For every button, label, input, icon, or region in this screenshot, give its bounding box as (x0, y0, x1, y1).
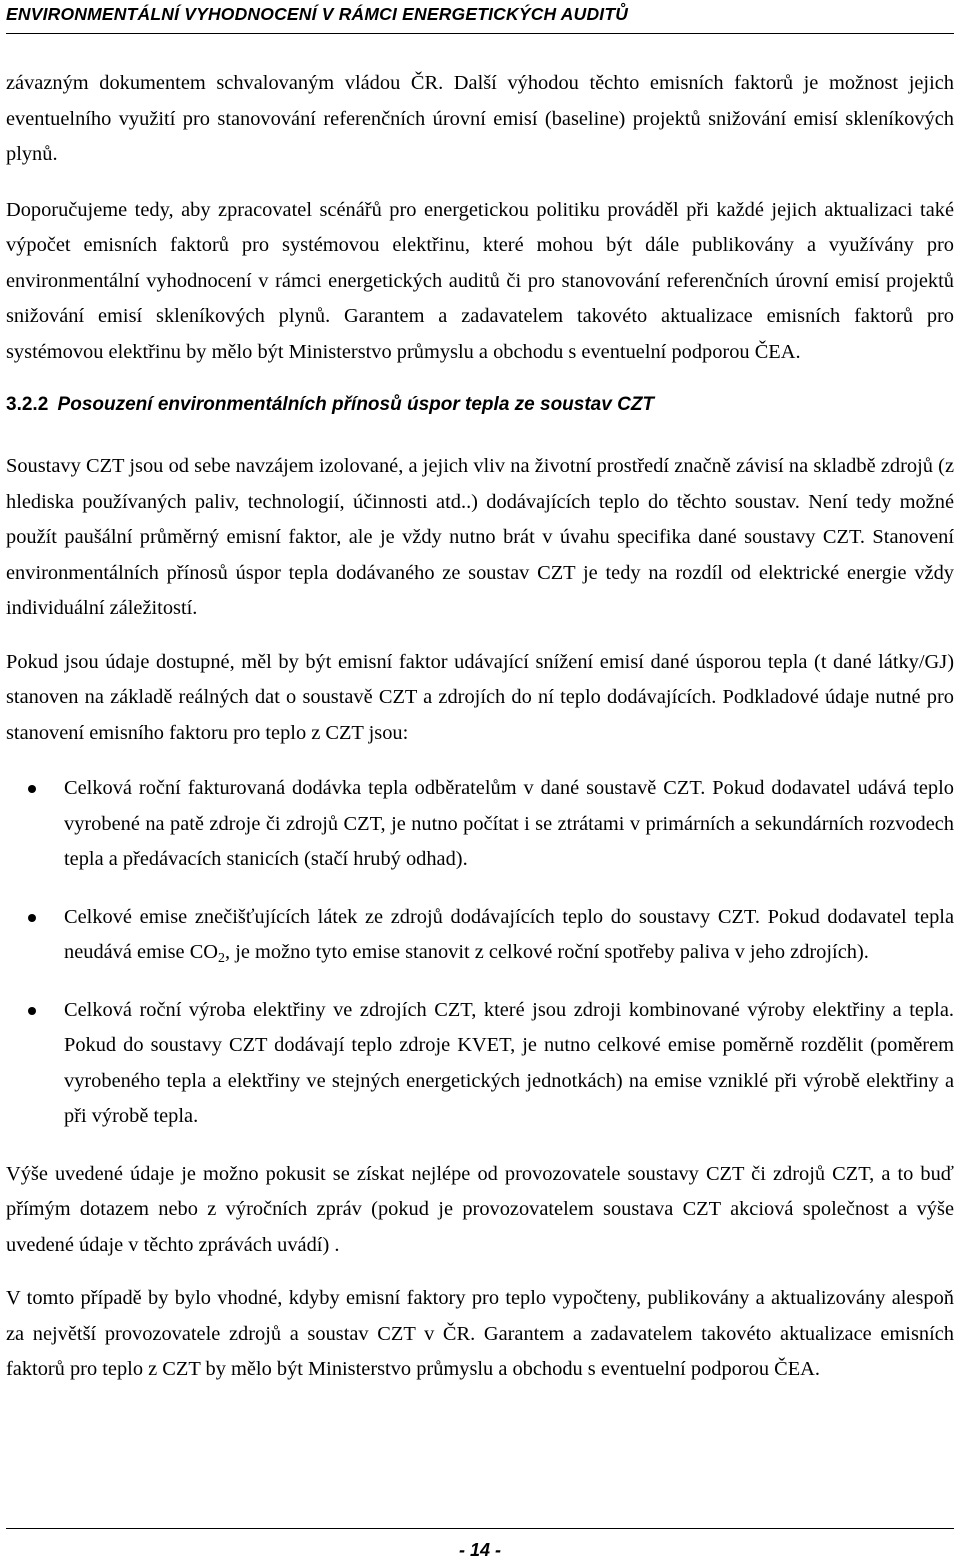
paragraph-6: V tomto případě by bylo vhodné, kdyby emisní faktory pro teplo vypočteny, publikovány a aktualizovány alespoň za největší provozovatele zdrojů a soustav CZT v ČR. Garantem a zadavatelem takovéto aktualizace emisních faktorů pro teplo z CZT by mělo být Ministerstvo průmyslu a obchodu s eventuelní podporou ČEA. (6, 1287, 954, 1380)
paragraph-1: závazným dokumentem schvalovaným vládou ČR. Další výhodou těchto emisních faktorů je možnost jejich eventuelního využití pro stanovování referenčních úrovní emisí (baseline) projektů snižování emisí skleníkových plynů. (6, 72, 954, 165)
page-number: - 14 - (458, 1540, 501, 1560)
section-number: 3.2.2 (6, 394, 49, 415)
paragraph-5: Výše uvedené údaje je možno pokusit se získat nejlépe od provozovatele soustavy CZT či zdrojů CZT, a to buď přímým dotazem nebo z výročních zpráv (pokud je provozovatelem soustava CZT akciová společnost a výše uvedené údaje v těchto zprávách uvádí) . (6, 1162, 954, 1256)
section-heading (6, 390, 954, 420)
subscript: 2 (218, 951, 226, 966)
list-item (6, 993, 954, 1135)
paragraph-2: Doporučujeme tedy, aby zpracovatel scénářů pro energetickou politiku prováděl při každé jejich aktualizaci také výpočet emisních faktorů pro systémovou elektřinu, které mohou být dále publikovány a využívány pro environmentální vyhodnocení v rámci energetických auditů či pro stanovování referenčních úrovní emisí projektů snižování emisí skleníkových plynů. Garantem a zadavatelem takovéto aktualizace emisních faktorů pro systémovou elektřinu by mělo být Ministerstvo průmyslu a obchodu s eventuelní podporou ČEA. (6, 198, 954, 363)
section-title: Posouzení environmentálních přínosů úspor tepla ze soustav CZT (57, 394, 655, 415)
list-item-text (64, 900, 954, 971)
list-item (6, 771, 954, 878)
bullet-icon (28, 785, 36, 793)
bullet-icon (28, 1007, 36, 1015)
bullet-icon (28, 914, 36, 922)
paragraph-3: Soustavy CZT jsou od sebe navzájem izolované, a jejich vliv na životní prostředí značně závisí na skladbě zdrojů (z hlediska používaných paliv, technologií, účinnosti atd..) dodávajících teplo do těchto soustav. Není tedy možné použít paušální průměrný emisní faktor, ale je vždy nutno brát v úvahu specifika dané soustavy CZT. Stanovení environmentálních přínosů úspor tepla dodávaného ze soustav CZT je tedy na rozdíl od elektrické energie vždy individuální záležitostí. (6, 455, 954, 619)
list-item-text: Celková roční fakturovaná dodávka tepla odběratelům v dané soustavě CZT. Pokud dodavatel udává teplo vyrobené na patě zdroje či zdrojů CZT, je nutno počítat i se ztrátami v primárních a sekundárních rozvodech tepla a předávacích stanicích (stačí hrubý odhad). (64, 777, 954, 870)
document-body (6, 66, 954, 1408)
header-divider (6, 33, 954, 34)
running-header: ENVIRONMENTÁLNÍ VYHODNOCENÍ V RÁMCI ENERGETICKÝCH AUDITŮ (6, 4, 629, 24)
list-item-text-part: Celkové emise znečišťujících látek ze zdrojů dodávajících teplo do soustavy CZT. Pokud dodavatel tepla neudává emise CO (64, 905, 954, 963)
data-requirements-list (6, 771, 954, 1135)
list-item-text: Celková roční výroba elektřiny ve zdrojích CZT, které jsou zdroji kombinované výroby elektřiny a tepla. Pokud do soustavy CZT dodávají teplo zdroje KVET, je nutno celkové emise poměrně rozdělit (poměrem vyrobeného tepla a elektřiny ve stejných energetických jednotkách) na emise vzniklé při výrobě elektřiny a při výrobě tepla. (64, 998, 954, 1127)
list-item (6, 900, 954, 971)
list-item-text-part: , je možno tyto emise stanovit z celkové roční spotřeby paliva v jeho zdrojích). (225, 941, 869, 963)
paragraph-4: Pokud jsou údaje dostupné, měl by být emisní faktor udávající snížení emisí dané úsporou tepla (t dané látky/GJ) stanoven na základě reálných dat o soustavě CZT a zdrojích do ní teplo dodávajících. Podkladové údaje nutné pro stanovení emisního faktoru pro teplo z CZT jsou: (6, 650, 954, 744)
footer-divider (6, 1528, 954, 1529)
